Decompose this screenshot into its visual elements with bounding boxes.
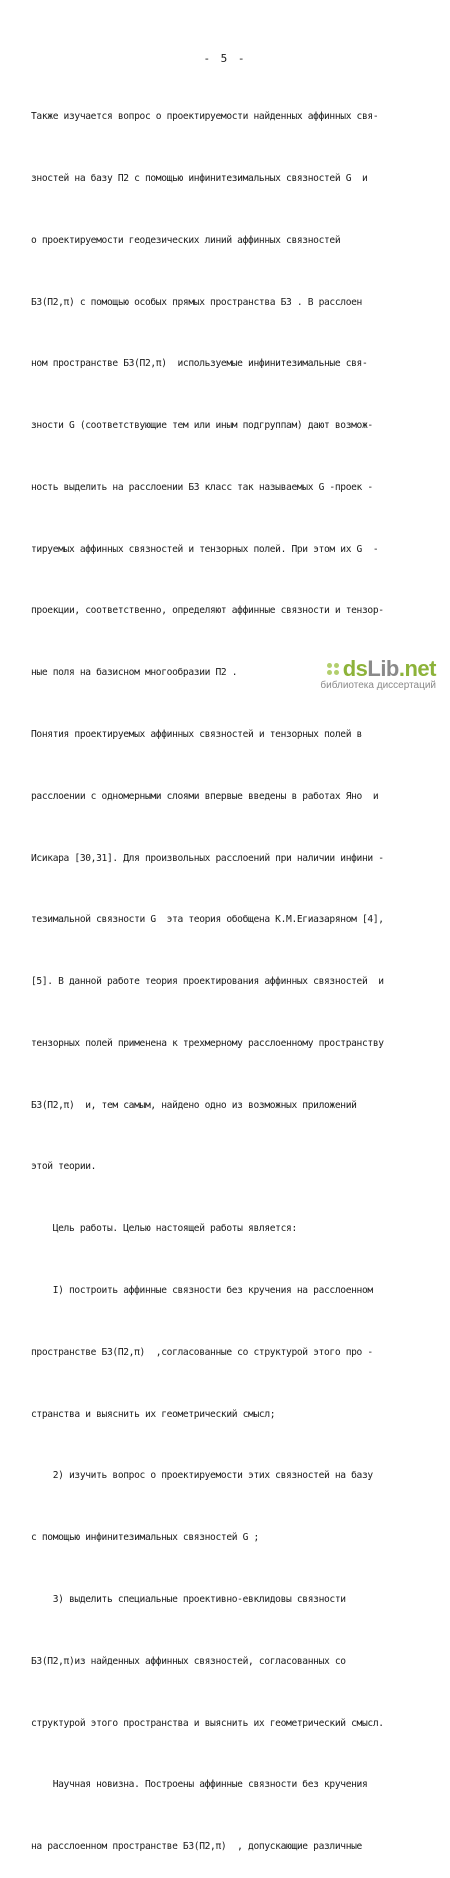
text-line: Б3(П2,π) и, тем самым, найдено одно из возможных приложений (31, 1099, 357, 1111)
text-line: Научная новизна. Построены аффинные связности без кручения (31, 1779, 368, 1791)
text-line: этой теории. (31, 1161, 97, 1173)
dslib-subtitle: библиотека диссертаций (320, 680, 436, 691)
text-line: проекции, соответственно, определяют аффинные связности и тензор- (31, 605, 384, 617)
text-line: расслоении с одномерными слоями впервые введены в работах Яно и (31, 790, 379, 802)
text-line: Понятия проектируемых аффинных связностей и тензорных полей в (31, 729, 362, 740)
dslib-logo-text: dsLib.net (342, 656, 436, 681)
text-line: на расслоенном пространстве Б3(П2,π) , допускающие различные (31, 1841, 362, 1853)
text-line: ном пространстве Б3(П2,π) используемые инфинитезимальные свя- (31, 358, 368, 370)
text-line: пространстве Б3(П2,π) ,согласованные со структурой этого про - (31, 1346, 373, 1358)
dslib-watermark (320, 656, 436, 691)
text-line: зности G (соответствующие тем или иным подгруппам) дают возмож- (31, 420, 373, 432)
text-line: странства и выяснить их геометрический смысл; (31, 1408, 276, 1420)
text-line: 3) выделить специальные проективно-евклидовы связности (31, 1593, 346, 1605)
text-line: тезимальной связности G эта теория обобщена К.М.Егиазаряном [4], (31, 914, 384, 926)
text-line: структурой этого пространства и выяснить их геометрический смысл. (31, 1717, 384, 1729)
text-line: Также изучается вопрос о проектируемости найденных аффинных свя- (31, 111, 379, 123)
text-line: тензорных полей применена к трехмерному расслоенному пространству (31, 1037, 384, 1049)
text-line: о проектируемости геодезических линий аффинных связностей (31, 234, 341, 246)
text-line: Исикара [30,31]. Для произвольных расслоений при наличии инфини - (31, 852, 384, 864)
text-line: ность выделить на расслоении Б3 класс так называемых G -проек - (31, 481, 373, 493)
text-line: тируемых аффинных связностей и тензорных полей. При этом их G - (31, 543, 379, 555)
text-line: с помощью инфинитезимальных связностей G ; (31, 1532, 259, 1544)
dslib-logo-icon (327, 663, 339, 675)
text-line: зностей на базу П2 с помощью инфинитезимальных связностей G и (31, 172, 368, 184)
page-number: - 5 - (203, 52, 247, 65)
text-line: Б3(П2,π)из найденных аффинных связностей, согласованных со (31, 1655, 346, 1667)
text-line: ные поля на базисном многообразии П2 . (31, 667, 238, 679)
text-line: Цель работы. Целью настоящей работы является: (31, 1223, 297, 1235)
text-line: I) построить аффинные связности без кручения на расслоенном (31, 1285, 373, 1297)
document-body (31, 66, 423, 1878)
text-line: 2) изучить вопрос о проектируемости этих связностей на базу (31, 1470, 373, 1482)
text-line: Б3(П2,π) с помощью особых прямых пространства Б3 . В расслоен (31, 296, 362, 308)
text-line: [5]. В данной работе теория проектирования аффинных связностей и (31, 976, 384, 988)
